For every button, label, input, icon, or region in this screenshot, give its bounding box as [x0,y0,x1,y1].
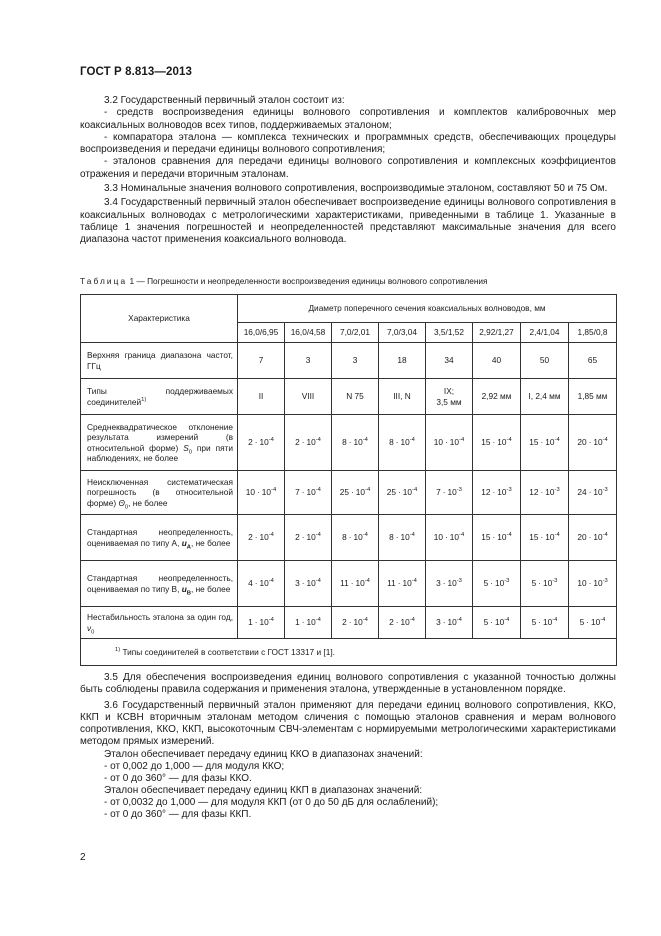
multiplier-sign: · [442,487,446,498]
row-symbol: u [181,583,187,594]
cell-value [285,471,332,515]
exponent: -4 [315,437,321,444]
multiplier-sign: · [301,578,305,589]
cell-value: II [238,379,285,415]
cell-value [285,415,332,471]
clause-3-2-item-c: - эталонов сравнения для передачи единицы волнового сопротивления и комплексных коэффициентов отражения и передачи вторичным эталонам. [80,156,616,180]
multiplier-sign: · [301,487,305,498]
intro-section [80,95,616,247]
cell-value [332,515,379,561]
row-label-text: при пяти наблюдениях, не более [87,442,233,463]
diameter-header: 7,0/3,04 [379,323,426,343]
multiplier-sign: · [588,437,592,448]
power-base: 10 [259,437,269,448]
mantissa: 7 [295,487,300,498]
power-base: 10 [353,437,363,448]
diameter-header: 3,5/1,52 [426,323,473,343]
cell-value [569,515,617,561]
exponent: -4 [459,532,465,539]
diameter-header: 16,0/6,95 [238,323,285,343]
multiplier-sign: · [301,617,305,628]
cell-value: 2,92 мм [473,379,521,415]
exponent: -4 [602,437,608,444]
power-base: 10 [306,532,316,543]
exponent: -4 [365,487,371,494]
clause-3-6: 3.6 Государственный первичный эталон применяют для передачи единиц волнового сопротивления, ККО, ККП и КСВН вторичным эталонам методом сличения с помощью эталонов сравнения и мерам волнового сопротивления, ККО, ККП, высокоточным СВЧ-элементам с нормируемыми метрологическими характеристиками методом прямых измерений. [80,700,616,748]
tail-section [80,672,616,821]
table-caption-text: — Погрешности и неопределенности воспроизведения единицы волнового сопротивления [136,276,488,286]
cell-value [238,607,285,639]
mantissa: 5 [483,578,489,589]
page-header [80,66,192,78]
cell-value [332,607,379,639]
characteristics-table [80,294,617,666]
exponent: -4 [506,532,512,539]
power-base: 10 [400,437,410,448]
exponent: -4 [315,487,321,494]
kkp-range-phase: - от 0 до 360° — для фазы ККП. [104,809,252,821]
power-base: 10 [497,532,507,543]
cell-value [426,415,473,471]
diameter-header: 2,92/1,27 [473,323,521,343]
kkp-intro: Эталон обеспечивает передачу единиц ККП в диапазонах значений: [104,784,423,796]
cell-value: 18 [379,343,426,379]
power-base: 10 [591,617,601,628]
cell-value [473,415,521,471]
standard-title: ГОСТ Р 8.813—2013 [80,66,192,78]
table-row-connectors [81,379,617,415]
cell-value [569,607,617,639]
kkp-range-module: - от 0,0032 до 1,000 — для модуля ККП (от 0 до 50 дБ для ослаблений); [104,796,439,808]
exponent: -4 [504,617,510,624]
mantissa: 24 [577,487,587,498]
exponent: -4 [315,578,321,585]
row-symbol: Θ [118,497,125,508]
cell-value: 65 [569,343,617,379]
cell-value [569,561,617,607]
mantissa: 10 [577,578,587,589]
power-base: 10 [306,617,316,628]
table-caption-number: 1 [129,276,135,286]
table-row-instability [81,607,617,639]
exponent: -4 [268,437,274,444]
multiplier-sign: · [588,532,592,543]
cell-value [238,561,285,607]
multiplier-sign: · [442,578,446,589]
kko-intro: Эталон обеспечивает передачу единиц ККО в диапазонах значений: [104,748,423,760]
exponent: -4 [315,617,321,624]
cell-value: VIII [285,379,332,415]
clause-3-2-item-b: - компаратора эталона — комплекса технических и программных средств, обеспечивающих процедуры воспроизведения и передачи единицы волнового сопротивления; [80,131,616,156]
row-label-text: Среднеквадратическое отклонение результата измерений (в относительной форме) [87,421,233,453]
multiplier-sign: · [351,487,354,498]
exponent: -3 [602,487,608,494]
mantissa: 15 [529,437,539,448]
cell-value: 1,85 мм [569,379,617,415]
cell-value [569,415,617,471]
row-label-text: , не более [190,537,231,548]
multiplier-sign: · [588,578,592,589]
cell-value [238,471,285,515]
multiplier-sign: · [254,437,258,448]
exponent: -4 [554,437,560,444]
power-base: 10 [593,532,603,543]
row-label [81,515,238,561]
multiplier-sign: · [254,617,258,628]
cell-value [569,471,617,515]
row-label [81,607,238,639]
multiplier-sign: · [398,487,401,498]
row-label-text: Неисключенная систематическая погрешность (в относительной форме) [87,476,233,508]
cell-value: 3 [285,343,332,379]
row-label [81,471,238,515]
exponent: -4 [409,437,415,444]
row-label [81,379,238,415]
exponent: -4 [409,532,415,539]
mantissa: 11 [340,578,349,589]
exponent: -3 [504,578,510,585]
exponent: -3 [506,487,512,494]
exponent: -4 [362,617,368,624]
multiplier-sign: · [586,617,590,628]
row-label-text: Стандартная неопределенность, оцениваемая по типу А, [87,527,233,548]
cell-value [473,607,521,639]
power-base: 10 [449,437,460,448]
exponent: -4 [271,487,277,494]
mantissa: 1 [248,617,253,628]
mantissa: 3 [436,578,441,589]
cell-value [426,471,473,515]
cell-value-line: IX; [443,386,455,397]
multiplier-sign: · [254,532,258,543]
mantissa: 10 [433,437,444,448]
characteristic-column-header: Характеристика [81,295,238,343]
power-base: 10 [447,487,457,498]
power-base: 10 [259,617,269,628]
power-base: 10 [261,487,272,498]
multiplier-sign: · [492,437,496,448]
power-base: 10 [543,617,553,628]
table-footnote [81,639,617,666]
power-base: 10 [593,437,603,448]
power-base: 10 [545,437,555,448]
row-label-text: Стандартная неопределенность, оцениваемая по типу В, [87,573,233,594]
power-base: 10 [545,532,555,543]
row-symbol-subscript: A [186,544,191,551]
power-base: 10 [447,578,457,589]
table-row-uncertainty-a [81,515,617,561]
mantissa: 3 [436,617,441,628]
exponent: -4 [268,617,274,624]
footnote-text: Типы соединителей в соответствии с ГОСТ 13317 и [1]. [122,647,335,657]
cell-value [521,561,569,607]
row-symbol-subscript: B [186,590,191,597]
multiplier-sign: · [492,487,496,498]
table-row-frequency [81,343,617,379]
cell-value: 7 [238,343,285,379]
power-base: 10 [593,487,603,498]
multiplier-sign: · [301,437,305,448]
mantissa: 15 [529,532,539,543]
cell-value [426,515,473,561]
power-base: 10 [593,578,603,589]
exponent: -3 [456,487,462,494]
cell-value [426,561,473,607]
page-number: 2 [80,852,86,863]
mantissa: 10 [433,532,444,543]
multiplier-sign: · [490,617,493,628]
cell-value [238,415,285,471]
power-base: 10 [353,532,363,543]
clause-3-2-item-a: - средств воспроизведения единицы волнового сопротивления и комплектов калибровочных мер коаксиальных волноводов всех типов, поддерживаемых эталоном; [80,107,616,131]
row-symbol-subscript: 0 [188,449,192,456]
clause-3-3: 3.3 Номинальные значения волнового сопротивления, воспроизводимые эталоном, составляют 50 и 75 Ом. [104,183,608,195]
multiplier-sign: · [442,617,446,628]
power-base: 10 [306,487,316,498]
cell-value: I, 2,4 мм [521,379,569,415]
multiplier-sign: · [540,437,544,448]
mantissa: 15 [481,532,491,543]
power-base: 10 [497,487,507,498]
mantissa: 2 [389,617,394,628]
multiplier-sign: · [490,578,493,589]
mantissa: 5 [579,617,585,628]
mantissa: 2 [295,532,300,543]
exponent: -3 [554,487,560,494]
kko-range-module: - от 0,002 до 1,000 — для модуля ККО; [104,760,285,772]
row-label-text: Нестабильность эталона за один год, [87,612,233,623]
multiplier-sign: · [492,532,496,543]
row-symbol: ν [87,622,92,633]
multiplier-sign: · [348,437,352,448]
table-row-systematic [81,471,617,515]
mantissa: 15 [481,437,491,448]
power-base: 10 [355,578,365,589]
multiplier-sign: · [540,487,544,498]
cell-value [379,471,426,515]
mantissa: 10 [245,487,256,498]
cell-value [521,515,569,561]
row-symbol: u [181,537,187,548]
mantissa: 5 [531,617,537,628]
multiplier-sign: · [348,617,352,628]
mantissa: 8 [342,532,347,543]
power-base: 10 [355,487,366,498]
diameter-header: 1,85/0,8 [569,323,617,343]
row-label-text: Типы поддерживаемых соединителей [87,386,233,407]
table-header-row [81,295,617,323]
power-base: 10 [495,578,505,589]
row-label-text: , не более [128,497,168,508]
cell-value [379,607,426,639]
footnote-mark: 1) [115,647,121,654]
mantissa: 8 [342,437,347,448]
exponent: -4 [554,532,560,539]
table-row-sigma [81,415,617,471]
cell-value: III, N [379,379,426,415]
exponent: -3 [456,578,462,585]
exponent: -4 [411,578,417,585]
multiplier-sign: · [257,487,260,498]
clause-3-2: 3.2 Государственный первичный эталон состоит из: [104,95,345,106]
exponent: -4 [362,532,368,539]
multiplier-sign: · [395,437,399,448]
cell-value: 34 [426,343,473,379]
power-base: 10 [545,487,555,498]
multiplier-sign: · [348,532,352,543]
power-base: 10 [402,578,412,589]
cell-value [285,561,332,607]
mantissa: 8 [389,532,394,543]
cell-value [426,379,473,415]
diameter-header: 7,0/2,01 [332,323,379,343]
cell-value [285,515,332,561]
row-label: Верхняя граница диапазона частот, ГГц [81,343,238,379]
table-footnote-row [81,639,617,666]
multiplier-sign: · [395,617,399,628]
power-base: 10 [259,532,269,543]
table-caption [80,276,488,286]
exponent: -4 [600,617,606,624]
table-row-uncertainty-b [81,561,617,607]
power-base: 10 [400,532,410,543]
mantissa: 5 [483,617,489,628]
mantissa: 8 [389,437,394,448]
power-base: 10 [400,617,410,628]
multiplier-sign: · [540,532,544,543]
power-base: 10 [543,578,553,589]
exponent: -4 [364,578,370,585]
cell-value: N 75 [332,379,379,415]
exponent: -4 [552,617,558,624]
multiplier-sign: · [445,437,448,448]
multiplier-sign: · [397,578,401,589]
cell-value [379,561,426,607]
clause-3-5: 3.5 Для обеспечения воспроизведения единиц волнового сопротивления с указанной точностью должны быть соблюдены правила содержания и применения эталона, утвержденные в установленном порядке. [80,672,616,696]
mantissa: 20 [577,437,587,448]
exponent: -3 [552,578,558,585]
exponent: -4 [362,437,368,444]
cell-value [285,607,332,639]
cell-value [521,415,569,471]
multiplier-sign: · [301,532,305,543]
cell-value [426,607,473,639]
cell-value [473,515,521,561]
kko-range-phase: - от 0 до 360° — для фазы ККО. [104,772,252,784]
exponent: -4 [409,617,415,624]
row-label-text: , не более [190,583,231,594]
exponent: -4 [268,532,274,539]
exponent: -4 [506,437,512,444]
exponent: -4 [602,532,608,539]
mantissa: 20 [577,532,587,543]
cell-value: 50 [521,343,569,379]
cell-value [332,561,379,607]
cell-value: 40 [473,343,521,379]
footnote-ref: 1) [141,396,147,403]
mantissa: 7 [436,487,441,498]
multiplier-sign: · [395,532,399,543]
row-label [81,561,238,607]
mantissa: 25 [386,487,397,498]
diameter-header: 16,0/4,58 [285,323,332,343]
mantissa: 1 [295,617,300,628]
multiplier-sign: · [254,578,258,589]
table-caption-word: Таблица [80,276,128,286]
power-base: 10 [447,617,457,628]
mantissa: 5 [531,578,537,589]
exponent: -4 [412,487,418,494]
mantissa: 12 [529,487,539,498]
diameter-column-header: Диаметр поперечного сечения коаксиальных волноводов, мм [238,295,617,323]
row-symbol: S [183,442,189,453]
cell-value [238,515,285,561]
power-base: 10 [495,617,505,628]
cell-value [332,471,379,515]
cell-value [521,607,569,639]
diameter-header: 2,4/1,04 [521,323,569,343]
cell-value: 3 [332,343,379,379]
multiplier-sign: · [538,617,541,628]
cell-value [473,561,521,607]
multiplier-sign: · [538,578,541,589]
cell-value [332,415,379,471]
row-symbol-subscript: 0 [91,629,95,636]
exponent: -4 [456,617,462,624]
mantissa: 4 [248,578,253,589]
exponent: -4 [268,578,274,585]
multiplier-sign: · [445,532,448,543]
power-base: 10 [497,437,507,448]
power-base: 10 [402,487,413,498]
row-symbol-subscript: 0 [124,504,129,511]
mantissa: 2 [248,437,253,448]
exponent: -4 [315,532,321,539]
mantissa: 25 [339,487,350,498]
cell-value [473,471,521,515]
mantissa: 2 [248,532,253,543]
mantissa: 3 [295,578,300,589]
cell-value [379,515,426,561]
mantissa: 2 [342,617,347,628]
mantissa: 12 [481,487,491,498]
mantissa: 2 [295,437,300,448]
clause-3-4: 3.4 Государственный первичный эталон обеспечивает воспроизведение единицы волнового сопротивления в коаксиальных волноводах с метрологическими характеристиками, приведенными в таблице 1. Указанные в таблице 1 значения погрешностей и неопределенностей представляют максимальные значения для всего диапазона частот применения коаксиального волновода. [80,197,616,246]
cell-value [521,471,569,515]
mantissa: 11 [387,578,396,589]
power-base: 10 [306,578,316,589]
power-base: 10 [306,437,316,448]
power-base: 10 [259,578,269,589]
cell-value-line: 3,5 мм [436,396,462,407]
exponent: -3 [602,578,608,585]
multiplier-sign: · [350,578,354,589]
multiplier-sign: · [588,487,592,498]
cell-value [379,415,426,471]
power-base: 10 [353,617,363,628]
power-base: 10 [449,532,460,543]
exponent: -4 [459,437,465,444]
row-label [81,415,238,471]
